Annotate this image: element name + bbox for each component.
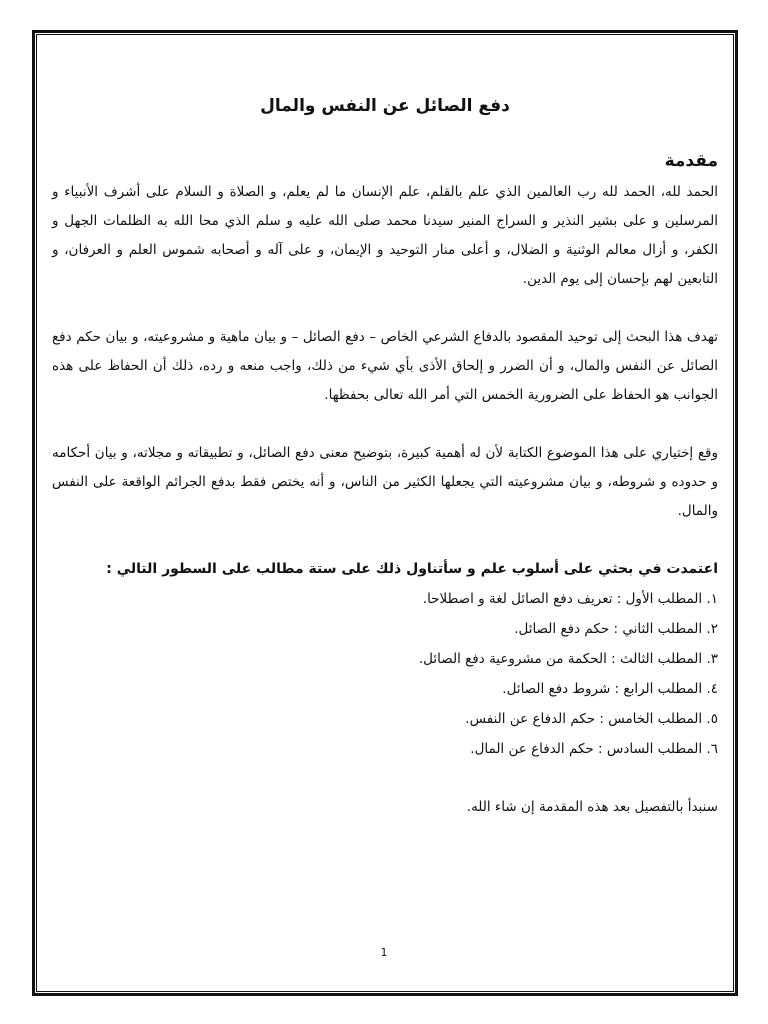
plan-item: ٢. المطلب الثاني : حكم دفع الصائل. bbox=[514, 621, 718, 637]
page-number: 1 bbox=[380, 946, 388, 959]
paragraph-research-aim: تهدف هذا البحث إلى توحيد المقصود بالدفاع الشرعي الخاص – دفع الصائل – و بيان ماهية و مشروعيته، و بيان حكم دفع الصائل عن النفس والمال، و أن الضرر و إلحاق الأذى بأي شيء من ذلك، واجب منعه و رده، ذلك أن الحفاظ على هذه الجوانب هو الحفاظ على الضرورية الخمس التي أمر الله تعالى بحفظها. bbox=[52, 329, 718, 403]
plan-item: ٦. المطلب السادس : حكم الدفاع عن المال. bbox=[470, 741, 718, 757]
document-title: دفع الصائل عن النفس والمال bbox=[260, 96, 510, 116]
plan-item: ٤. المطلب الرابع : شروط دفع الصائل. bbox=[502, 681, 718, 697]
paragraph-praise: الحمد لله، الحمد لله رب العالمين الذي علم بالقلم، علم الإنسان ما لم يعلم، و الصلاة و السلام على أشرف الأنبياء و المرسلين و على بشير النذير و السراج المنير سيدنا محمد صلى الله عليه و سلم الذي محا الله به الظلمات الجهل و الكفر، و أزال معالم الوثنية و الضلال، و أعلى منار التوحيد و الإيمان، و على آله و أصحابه شموس العلم و العرفان، و التابعين لهم بإحسان إلى يوم الدين. bbox=[52, 184, 718, 287]
paragraph-topic-choice: وقع إختياري على هذا الموضوع الكتابة لأن له أهمية كبيرة، بتوضيح معنى دفع الصائل، و تطبيقاته و مجلاته، و بيان أحكامه و حدوده و شروطه، و بيان مشروعيته التي يجعلها الكثير من الناس، و أنه يختص فقط بدفع الجرائم الواقعة على النفس والمال. bbox=[52, 445, 718, 519]
closing-sentence: سنبدأ بالتفصيل بعد هذه المقدمة إن شاء الله. bbox=[466, 799, 718, 815]
plan-item: ٥. المطلب الخامس : حكم الدفاع عن النفس. bbox=[465, 711, 718, 727]
document-body bbox=[52, 92, 718, 822]
section-heading-introduction: مقدمة bbox=[664, 151, 718, 171]
plan-item: ٣. المطلب الثالث : الحكمة من مشروعية دفع الصائل. bbox=[418, 651, 718, 667]
research-plan-intro: اعتمدت في بحثي على أسلوب علم و سأتناول ذلك على ستة مطالب على السطور التالي : bbox=[106, 561, 718, 577]
research-plan-list bbox=[52, 584, 718, 764]
plan-item: ١. المطلب الأول : تعريف دفع الصائل لغة و اصطلاحا. bbox=[422, 591, 718, 607]
